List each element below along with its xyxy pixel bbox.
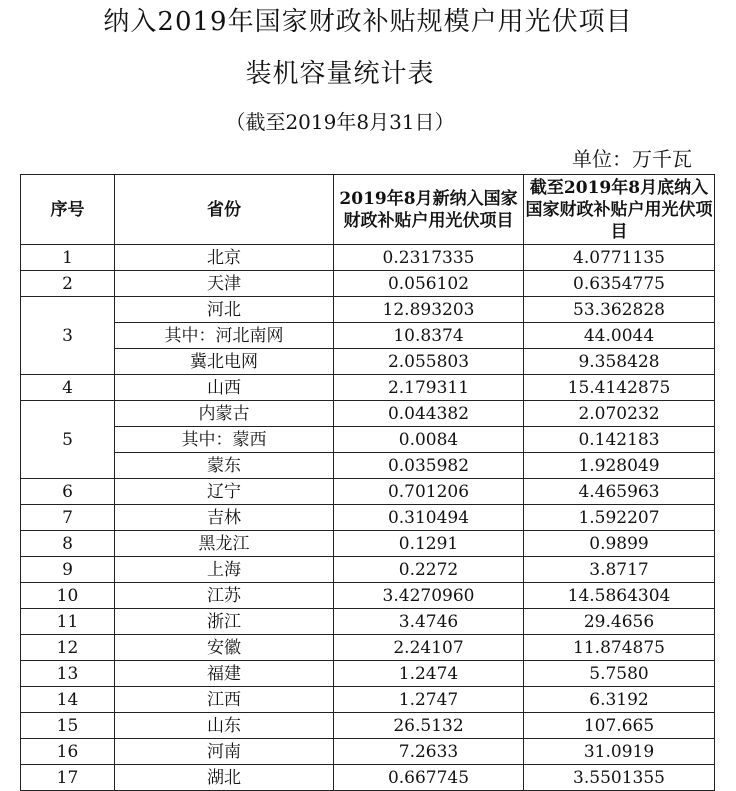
table-row xyxy=(21,505,715,531)
row-cumulative: 44.0044 xyxy=(524,323,715,349)
table-row xyxy=(21,375,715,401)
table-row xyxy=(21,713,715,739)
row-new: 26.5132 xyxy=(334,713,524,739)
row-province: 福建 xyxy=(115,661,334,687)
row-seq: 3 xyxy=(21,297,115,375)
header-province: 省份 xyxy=(115,175,334,245)
table-row xyxy=(21,401,715,427)
table-row xyxy=(21,427,715,453)
header-new-capacity: 2019年8月新纳入国家财政补贴户用光伏项目 xyxy=(334,175,524,245)
table-row xyxy=(21,271,715,297)
row-new: 0.2317335 xyxy=(334,245,524,271)
row-seq: 14 xyxy=(21,687,115,713)
row-seq: 17 xyxy=(21,765,115,791)
row-cumulative: 3.8717 xyxy=(524,557,715,583)
row-new: 0.0084 xyxy=(334,427,524,453)
table-row xyxy=(21,557,715,583)
row-province: 山西 xyxy=(115,375,334,401)
row-new: 0.310494 xyxy=(334,505,524,531)
row-province: 安徽 xyxy=(115,635,334,661)
row-province: 其中：河北南网 xyxy=(115,323,334,349)
row-cumulative: 29.4656 xyxy=(524,609,715,635)
row-province: 上海 xyxy=(115,557,334,583)
table-row xyxy=(21,479,715,505)
row-new: 0.056102 xyxy=(334,271,524,297)
row-cumulative: 31.0919 xyxy=(524,739,715,765)
row-province: 吉林 xyxy=(115,505,334,531)
row-seq: 5 xyxy=(21,401,115,479)
row-seq: 11 xyxy=(21,609,115,635)
row-seq: 9 xyxy=(21,557,115,583)
row-new: 0.701206 xyxy=(334,479,524,505)
table-row xyxy=(21,687,715,713)
row-seq: 2 xyxy=(21,271,115,297)
unit-label: 单位：万千瓦 xyxy=(572,147,692,171)
table-header-row xyxy=(21,175,715,245)
row-cumulative: 0.6354775 xyxy=(524,271,715,297)
row-new: 2.055803 xyxy=(334,349,524,375)
row-new: 0.667745 xyxy=(334,765,524,791)
row-new: 3.4270960 xyxy=(334,583,524,609)
row-province: 河北 xyxy=(115,297,334,323)
row-new: 2.179311 xyxy=(334,375,524,401)
table-row xyxy=(21,583,715,609)
row-seq: 4 xyxy=(21,375,115,401)
row-new: 0.035982 xyxy=(334,453,524,479)
table-row xyxy=(21,323,715,349)
capacity-table xyxy=(20,174,715,791)
table-row xyxy=(21,765,715,791)
row-seq: 7 xyxy=(21,505,115,531)
row-new: 0.044382 xyxy=(334,401,524,427)
row-cumulative: 1.592207 xyxy=(524,505,715,531)
row-seq: 13 xyxy=(21,661,115,687)
row-province: 江西 xyxy=(115,687,334,713)
row-province: 山东 xyxy=(115,713,334,739)
row-seq: 15 xyxy=(21,713,115,739)
row-new: 0.2272 xyxy=(334,557,524,583)
table-row xyxy=(21,635,715,661)
table-row xyxy=(21,739,715,765)
table-row xyxy=(21,453,715,479)
row-new: 10.8374 xyxy=(334,323,524,349)
page-title-line2: 装机容量统计表 xyxy=(245,59,435,89)
row-cumulative: 0.142183 xyxy=(524,427,715,453)
row-cumulative: 53.362828 xyxy=(524,297,715,323)
row-new: 3.4746 xyxy=(334,609,524,635)
row-new: 12.893203 xyxy=(334,297,524,323)
row-province: 河南 xyxy=(115,739,334,765)
row-province: 天津 xyxy=(115,271,334,297)
row-new: 7.2633 xyxy=(334,739,524,765)
row-province: 北京 xyxy=(115,245,334,271)
row-cumulative: 11.874875 xyxy=(524,635,715,661)
row-cumulative: 107.665 xyxy=(524,713,715,739)
header-cumulative-capacity: 截至2019年8月底纳入国家财政补贴户用光伏项目 xyxy=(524,175,715,245)
table-row xyxy=(21,245,715,271)
table-row xyxy=(21,661,715,687)
row-cumulative: 14.5864304 xyxy=(524,583,715,609)
row-province: 湖北 xyxy=(115,765,334,791)
table-row xyxy=(21,531,715,557)
row-province: 江苏 xyxy=(115,583,334,609)
row-new: 0.1291 xyxy=(334,531,524,557)
row-cumulative: 3.5501355 xyxy=(524,765,715,791)
row-province: 蒙东 xyxy=(115,453,334,479)
row-cumulative: 9.358428 xyxy=(524,349,715,375)
row-seq: 10 xyxy=(21,583,115,609)
page-title: 纳入2019年国家财政补贴规模户用光伏项目 xyxy=(103,7,633,37)
row-province: 辽宁 xyxy=(115,479,334,505)
date-subtitle: （截至2019年8月31日） xyxy=(225,110,455,134)
row-seq: 8 xyxy=(21,531,115,557)
header-seq: 序号 xyxy=(21,175,115,245)
row-cumulative: 15.4142875 xyxy=(524,375,715,401)
row-cumulative: 1.928049 xyxy=(524,453,715,479)
row-cumulative: 5.7580 xyxy=(524,661,715,687)
row-province: 冀北电网 xyxy=(115,349,334,375)
row-cumulative: 2.070232 xyxy=(524,401,715,427)
row-province: 其中：蒙西 xyxy=(115,427,334,453)
row-new: 2.24107 xyxy=(334,635,524,661)
row-new: 1.2747 xyxy=(334,687,524,713)
row-cumulative: 4.0771135 xyxy=(524,245,715,271)
table-row xyxy=(21,609,715,635)
row-cumulative: 6.3192 xyxy=(524,687,715,713)
table-row xyxy=(21,349,715,375)
row-seq: 12 xyxy=(21,635,115,661)
row-seq: 16 xyxy=(21,739,115,765)
row-province: 内蒙古 xyxy=(115,401,334,427)
row-province: 黑龙江 xyxy=(115,531,334,557)
row-seq: 6 xyxy=(21,479,115,505)
row-cumulative: 0.9899 xyxy=(524,531,715,557)
row-seq: 1 xyxy=(21,245,115,271)
row-cumulative: 4.465963 xyxy=(524,479,715,505)
row-province: 浙江 xyxy=(115,609,334,635)
table-row xyxy=(21,297,715,323)
row-new: 1.2474 xyxy=(334,661,524,687)
